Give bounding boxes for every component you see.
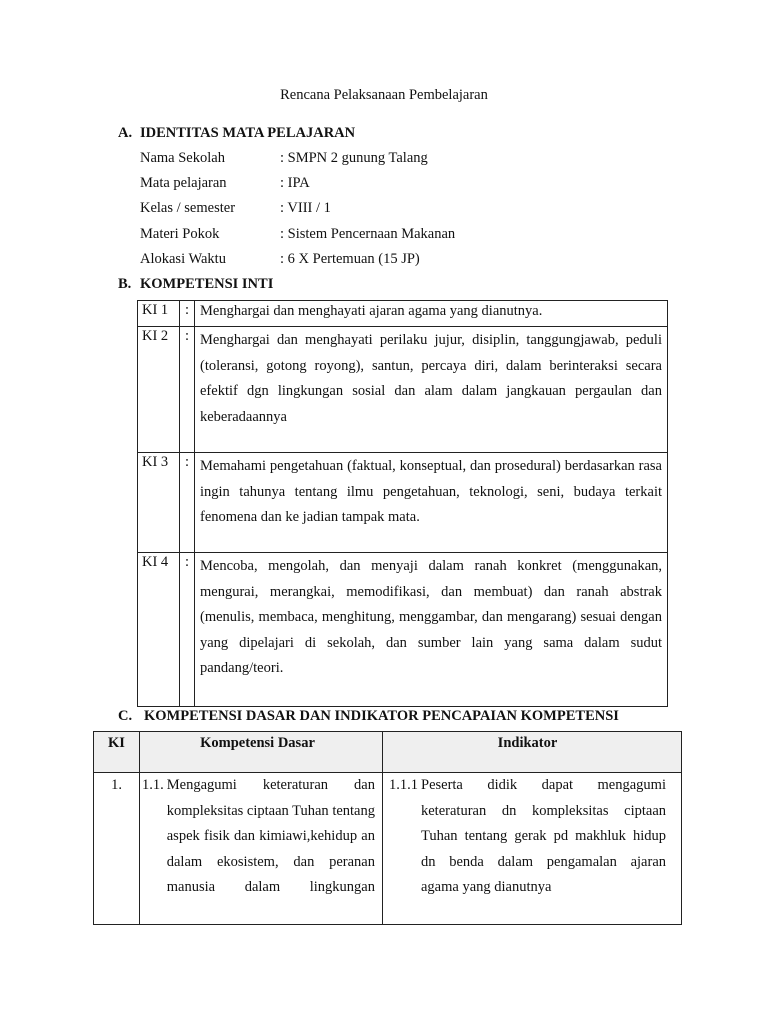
row-indikator (383, 773, 682, 925)
ki-row (138, 453, 668, 553)
identity-row-topic (140, 226, 455, 243)
section-a-heading (118, 125, 355, 142)
identity-label: Materi Pokok (140, 226, 220, 242)
ki-description: Memahami pengetahuan (faktual, konseptual, dan prosedural) berdasarkan rasa ingin tahunya tentang ilmu pengetahuan, teknologi, seni, budaya terkait fenomena dan ke jadian tampak mata. (195, 453, 668, 553)
identity-value: : SMPN 2 gunung Talang (280, 150, 428, 166)
identity-label: Kelas / semester (140, 200, 236, 216)
section-c-letter: C. (118, 708, 133, 724)
document-title: Rencana Pelaksanaan Pembelajaran (280, 87, 488, 103)
indicator-item (389, 773, 666, 901)
identity-value: : Sistem Pencernaan Makanan (280, 226, 456, 242)
ki-description: Mencoba, mengolah, dan menyaji dalam ranah konkret (menggunakan, mengurai, merangkai, memodifikasi, dan membuat) dan ranah abstrak (menulis, membaca, menghitung, menggambar, dan mengarang) sesuai dengan yang dipelajari di sekolah, dan sumber lain yang sama dalam sudut pandang/teori. (195, 553, 668, 707)
identity-value: : 6 X Pertemuan (15 JP) (280, 251, 420, 267)
ki-colon: : (180, 301, 195, 327)
section-c-title: KOMPETENSI DASAR DAN INDIKATOR PENCAPAIAN KOMPETENSI (144, 708, 619, 724)
core-competency-table (137, 300, 668, 707)
ki-code: KI 2 (138, 327, 180, 453)
section-a-title: IDENTITAS MATA PELAJARAN (140, 125, 356, 141)
section-b-heading (118, 276, 273, 293)
column-header-indikator: Indikator (383, 732, 682, 773)
ki-colon: : (180, 453, 195, 553)
identity-value: : IPA (280, 175, 310, 191)
identity-row-school (140, 150, 428, 167)
ki-code: KI 4 (138, 553, 180, 707)
section-c-heading (118, 708, 619, 725)
column-header-ki: KI (94, 732, 140, 773)
ki-row (138, 553, 668, 707)
kd-text: Mengagumi keteraturan dan kompleksitas ciptaan Tuhan tentang aspek fisik dan kimiawi,kehidup an dalam ekosistem, dan peranan manusia dalam lingkungan (166, 777, 375, 895)
identity-label: Alokasi Waktu (140, 251, 226, 267)
kd-item (142, 773, 375, 901)
identity-row-subject (140, 175, 310, 192)
kd-number: 1.1. (142, 777, 164, 793)
ki-code: KI 1 (138, 301, 180, 327)
row-ki: 1. (94, 773, 140, 925)
ki-code: KI 3 (138, 453, 180, 553)
ki-row (138, 327, 668, 453)
ki-description: Menghargai dan menghayati perilaku jujur, disiplin, tanggungjawab, peduli (toleransi, gotong royong), santun, percaya diri, dalam berinteraksi secara efektif dgn lingkungan sosial dan alam dalam jangkauan pergaulan dan keberadaannya (195, 327, 668, 453)
ki-colon: : (180, 327, 195, 453)
table-header-row (94, 732, 682, 773)
ki-description: Menghargai dan menghayati ajaran agama yang dianutnya. (195, 301, 668, 327)
basic-competency-table (93, 731, 682, 925)
ki-row (138, 301, 668, 327)
identity-value: : VIII / 1 (280, 200, 331, 216)
indicator-number: 1.1.1 (389, 777, 418, 793)
identity-row-time (140, 251, 420, 268)
table-row (94, 773, 682, 925)
column-header-kompetensi-dasar: Kompetensi Dasar (140, 732, 383, 773)
section-b-title: KOMPETENSI INTI (140, 276, 274, 292)
indicator-text: Peserta didik dapat mengagumi keteraturan dn kompleksitas ciptaan Tuhan tentang gerak pd makhluk hidup dn benda dalam pengamalan ajaran agama yang dianutnya (421, 777, 666, 895)
section-a-letter: A. (118, 125, 133, 141)
identity-row-class (140, 200, 331, 217)
row-kompetensi-dasar (140, 773, 383, 925)
identity-label: Mata pelajaran (140, 175, 227, 191)
section-b-letter: B. (118, 276, 132, 292)
ki-colon: : (180, 553, 195, 707)
identity-label: Nama Sekolah (140, 150, 225, 166)
